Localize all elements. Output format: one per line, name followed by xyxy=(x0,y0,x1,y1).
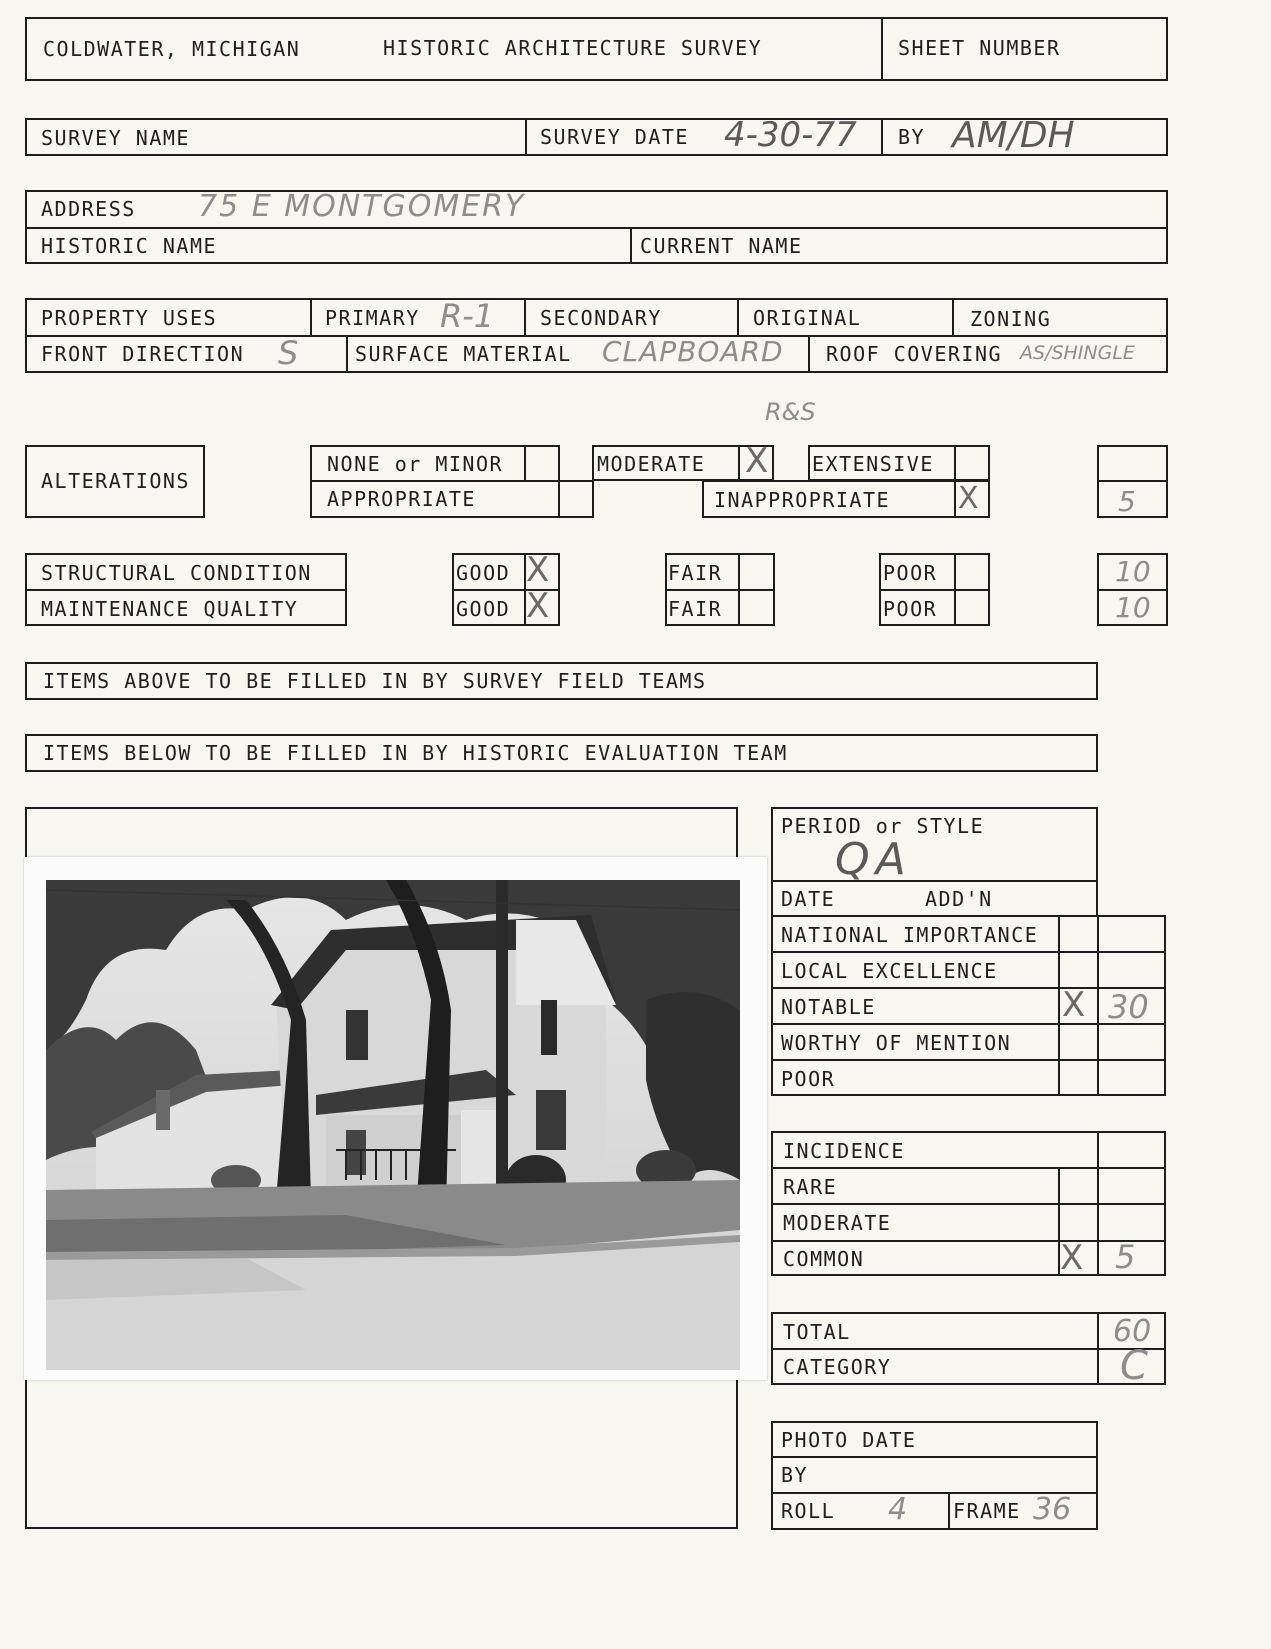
fair-divider xyxy=(665,589,775,591)
period-divider xyxy=(771,880,1098,882)
survey-divider-2 xyxy=(881,118,883,156)
address-label: ADDRESS xyxy=(41,197,136,221)
imp-col-2 xyxy=(1097,915,1099,1096)
pdiv-1 xyxy=(310,298,312,335)
common-label: COMMON xyxy=(783,1247,865,1271)
worthy-of-mention-label: WORTHY OF MENTION xyxy=(781,1031,1012,1055)
roof-covering-value: AS/SHINGLE xyxy=(1020,342,1135,364)
maintenance-good-label: GOOD xyxy=(456,597,511,621)
notable-check-mark[interactable]: X xyxy=(1062,985,1086,1025)
imp-col-1 xyxy=(1058,915,1060,1096)
alterations-label: ALTERATIONS xyxy=(41,469,190,493)
category-label: CATEGORY xyxy=(783,1355,892,1379)
inappropriate-check-mark[interactable]: X xyxy=(958,481,979,516)
alterations-annotation: R&S xyxy=(765,398,816,426)
sheet-number-label: SHEET NUMBER xyxy=(898,36,1061,60)
category-value: C xyxy=(1120,1343,1148,1389)
inc-row-3 xyxy=(771,1240,1166,1242)
poor-label: POOR xyxy=(781,1067,836,1091)
structural-score: 10 xyxy=(1115,555,1151,588)
structural-good-label: GOOD xyxy=(456,561,511,585)
period-style-label: PERIOD or STYLE xyxy=(781,814,985,838)
pdiv-4 xyxy=(952,298,954,335)
primary-label: PRIMARY xyxy=(325,306,420,330)
historic-name-label: HISTORIC NAME xyxy=(41,234,218,258)
imp-row-4 xyxy=(771,1059,1166,1061)
property-divider xyxy=(25,335,1168,337)
imp-row-1 xyxy=(771,951,1166,953)
moderate-label: MODERATE xyxy=(597,452,706,476)
rare-label: RARE xyxy=(783,1175,838,1199)
maintenance-quality-label: MAINTENANCE QUALITY xyxy=(41,597,299,621)
fair-check-divider xyxy=(738,553,740,626)
inappropriate-check-divider xyxy=(954,480,956,518)
alt-left-divider xyxy=(310,480,560,482)
pdiv-6 xyxy=(808,335,810,373)
none-minor-label: NONE or MINOR xyxy=(327,452,504,476)
national-importance-label: NATIONAL IMPORTANCE xyxy=(781,923,1039,947)
photo-info-row-1 xyxy=(771,1456,1098,1458)
pdiv-2 xyxy=(524,298,526,335)
period-style-value: QA xyxy=(835,834,912,885)
address-divider xyxy=(25,227,1168,229)
survey-by-value: AM/DH xyxy=(952,115,1075,156)
address-value: 75 E MONTGOMERY xyxy=(198,189,526,224)
moderate-check-mark[interactable]: X xyxy=(745,441,769,481)
local-excellence-label: LOCAL EXCELLENCE xyxy=(781,959,998,983)
pdiv-5 xyxy=(346,335,348,373)
house-photo-image xyxy=(46,880,740,1370)
survey-by-label: BY xyxy=(898,125,926,149)
notable-score: 30 xyxy=(1108,988,1149,1026)
inc-col-2 xyxy=(1097,1131,1099,1276)
property-uses-label: PROPERTY USES xyxy=(41,306,218,330)
notable-label: NOTABLE xyxy=(781,995,876,1019)
notes-below: ITEMS BELOW TO BE FILLED IN BY HISTORIC EVALUATION TEAM xyxy=(43,741,788,765)
incidence-label: INCIDENCE xyxy=(783,1139,905,1163)
roof-covering-label: ROOF COVERING xyxy=(826,342,1003,366)
zoning-label: ZONING xyxy=(970,307,1052,331)
maintenance-fair-label: FAIR xyxy=(668,597,723,621)
poor-check-divider xyxy=(954,553,956,626)
survey-name-label: SURVEY NAME xyxy=(41,126,190,150)
inc-row-2 xyxy=(771,1203,1166,1205)
surface-material-value: CLAPBOARD xyxy=(602,335,784,368)
structural-condition-label: STRUCTURAL CONDITION xyxy=(41,561,312,585)
survey-date-value: 4-30-77 xyxy=(724,115,857,155)
header-divider xyxy=(881,17,883,81)
photo-date-label: PHOTO DATE xyxy=(781,1428,917,1452)
original-label: ORIGINAL xyxy=(753,306,862,330)
total-value: 60 xyxy=(1113,1314,1152,1349)
alt-score-divider xyxy=(1097,480,1168,482)
imp-row-3 xyxy=(771,1023,1166,1025)
primary-value: R-1 xyxy=(440,297,495,335)
maintenance-score: 10 xyxy=(1115,591,1151,624)
extensive-label: EXTENSIVE xyxy=(812,452,934,476)
extensive-check-divider xyxy=(954,445,956,481)
inappropriate-label: INAPPROPRIATE xyxy=(714,488,891,512)
common-score: 5 xyxy=(1115,1238,1136,1276)
frame-value: 36 xyxy=(1033,1492,1072,1527)
date-label: DATE xyxy=(781,887,836,911)
secondary-label: SECONDARY xyxy=(540,306,662,330)
inc-row-1 xyxy=(771,1167,1166,1169)
survey-date-label: SURVEY DATE xyxy=(540,125,689,149)
front-direction-value: S xyxy=(278,334,299,372)
totals-col xyxy=(1097,1312,1099,1385)
form-title: HISTORIC ARCHITECTURE SURVEY xyxy=(383,36,763,60)
maintenance-good-mark[interactable]: X xyxy=(526,586,550,626)
name-divider xyxy=(630,227,632,264)
alterations-score: 5 xyxy=(1118,485,1136,518)
total-label: TOTAL xyxy=(783,1320,851,1344)
roll-label: ROLL xyxy=(781,1499,836,1523)
structural-poor-label: POOR xyxy=(883,561,938,585)
front-direction-label: FRONT DIRECTION xyxy=(41,342,245,366)
totals-divider xyxy=(771,1348,1166,1350)
surface-material-label: SURFACE MATERIAL xyxy=(355,342,572,366)
roll-frame-divider xyxy=(948,1492,950,1530)
incidence-moderate-label: MODERATE xyxy=(783,1211,892,1235)
structural-good-mark[interactable]: X xyxy=(526,550,550,590)
roll-value: 4 xyxy=(888,1492,908,1527)
notes-above: ITEMS ABOVE TO BE FILLED IN BY SURVEY FIELD TEAMS xyxy=(43,669,707,693)
moderate-check-divider xyxy=(738,445,740,481)
appropriate-checkbox[interactable] xyxy=(558,480,594,518)
maintenance-poor-label: POOR xyxy=(883,597,938,621)
house-photo xyxy=(46,880,740,1370)
structural-fair-label: FAIR xyxy=(668,561,723,585)
common-check-mark[interactable]: X xyxy=(1060,1238,1084,1278)
poor-divider xyxy=(879,589,990,591)
city-label: COLDWATER, MICHIGAN xyxy=(43,37,301,61)
photo-by-label: BY xyxy=(781,1463,809,1487)
pdiv-3 xyxy=(737,298,739,335)
survey-divider-1 xyxy=(525,118,527,156)
current-name-label: CURRENT NAME xyxy=(640,234,803,258)
imp-row-2 xyxy=(771,987,1166,989)
frame-label: FRAME xyxy=(953,1499,1021,1523)
none-check-divider xyxy=(524,445,526,480)
cond-label-divider xyxy=(25,589,347,591)
appropriate-label: APPROPRIATE xyxy=(327,487,476,511)
addn-label: ADD'N xyxy=(925,887,993,911)
